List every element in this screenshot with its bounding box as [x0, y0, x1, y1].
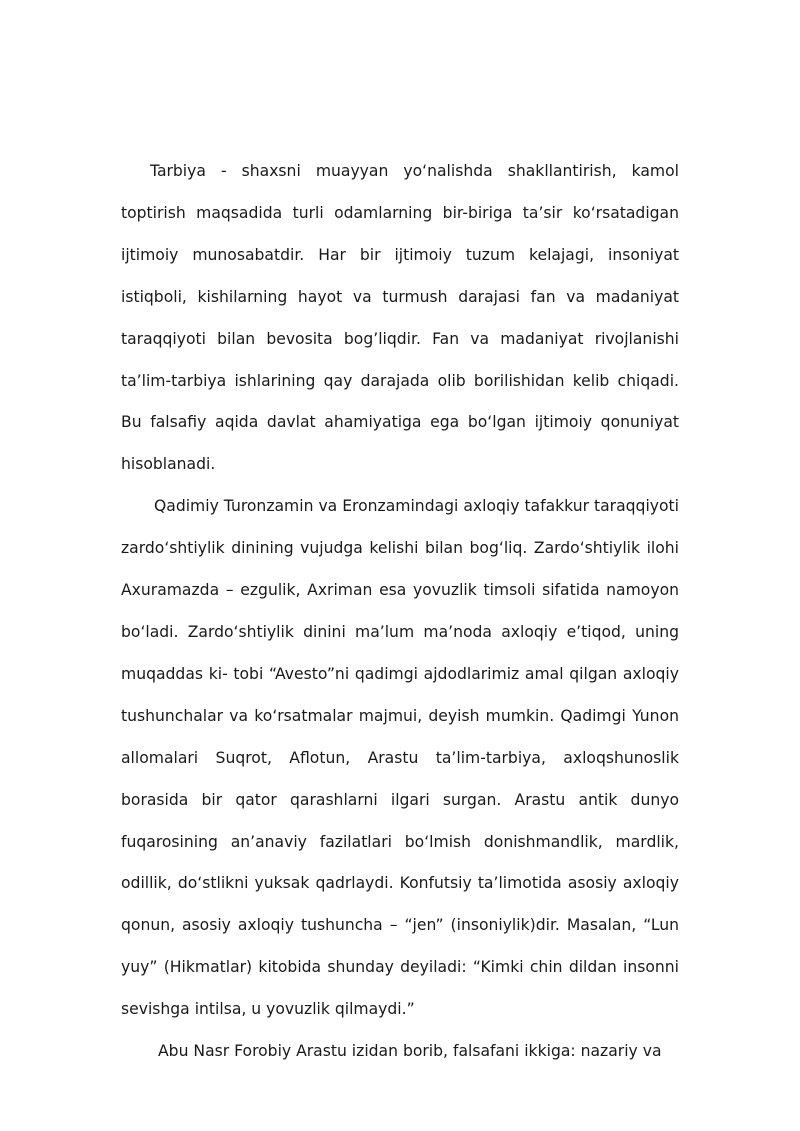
paragraph-tarbiya: Tarbiya - shaxsni muayyan yo‘nalishda shakllantirish, kamol toptirish maqsadida turli odamlarning bir-biriga ta’sir ko‘rsatadigan ijtimoiy munosabatdir. Har bir ijtimoiy tuzum kelajagi, insoniyat istiqboli, kishilarning hayot va turmush darajasi fan va madaniyat taraqqiyoti bilan bevosita bog’liqdir. Fan va madaniyat rivojlanishi ta’lim-tarbiya ishlarining qay darajada olib borilishidan kelib chiqadi. Bu falsafiy aqida davlat ahamiyatiga ega bo‘lgan ijtimoiy qonuniyat hisoblanadi. [121, 162, 679, 474]
document-body [121, 151, 679, 1073]
paragraph-qadimiy-turonzamin: Qadimiy Turonzamin va Eronzamindagi axloqiy tafakkur taraqqiyoti zardo‘shtiylik dinining vujudga kelishi bilan bog‘liq. Zardo‘shtiylik ilohi Axuramazda – ezgulik, Axriman esa yovuzlik timsoli sifatida namoyon bo‘ladi. Zardo‘shtiylik dinini ma’lum ma’noda axloqiy e’tiqod, uning muqaddas ki- tobi “Avesto”ni qadimgi ajdodlarimiz amal qilgan axloqiy tushunchalar va ko‘rsatmalar majmui, deyish mumkin. Qadimgi Yunon allomalari Suqrot, Aflotun, Arastu ta’lim-tarbiya, axloqshunoslik borasida bir qator qarashlarni ilgari surgan. Arastu antik dunyo fuqarosining an’anaviy fazilatlari bo‘lmish donishmandlik, mardlik, odillik, do‘stlikni yuksak qadrlaydi. Konfutsiy ta’limotida asosiy axloqiy qonun, asosiy axloqiy tushuncha – “jen” (insoniylik)dir. Masalan, “Lun yuy” (Hikmatlar) kitobida shunday deyiladi: “Kimki chin dildan insonni sevishga intilsa, u yovuzlik qilmaydi.” [121, 497, 679, 1019]
paragraph-abu-nasr-forobiy: Abu Nasr Forobiy Arastu izidan borib, falsafani ikkiga: nazariy va [158, 1042, 662, 1061]
